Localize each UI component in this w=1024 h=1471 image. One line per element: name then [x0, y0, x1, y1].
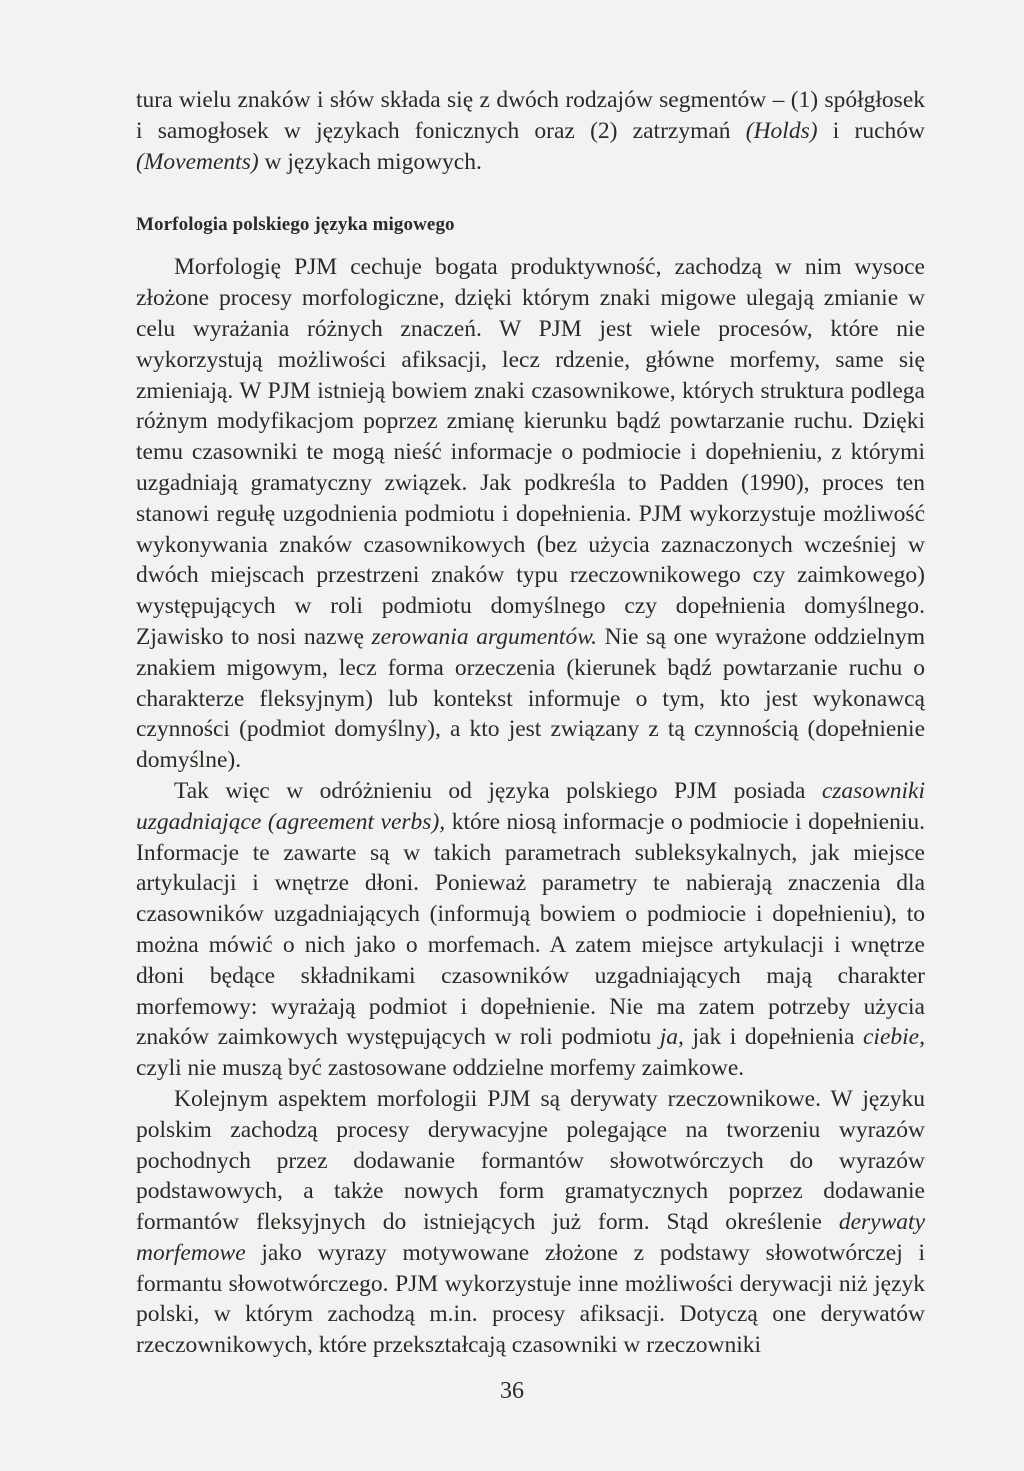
section-heading: Morfologia polskiego języka migowego — [136, 214, 455, 236]
intro-paragraph — [136, 85, 925, 177]
italic-term: ciebie, — [863, 1024, 925, 1051]
text-run: Tak więc w odróżnieniu od języka polskiego PJM posiada — [174, 777, 822, 804]
text-run: Nie są one wyrażone oddzielnym znakiem migowym, lecz forma orzeczenia (kierunek bądź powtarzanie ruchu o charakterze fleksyjnym) lub kontekst informuje o tym, kto jest wykonawcą czynności (podmiot domyślny), a kto jest związany z tą czynnością (dopełnienie domyślne). — [136, 623, 925, 774]
text-run: Morfologię PJM cechuje bogata produktywność, zachodzą w nim wysoce złożone procesy morfologiczne, dzięki którym znaki migowe ulegają zmianie w celu wyrażania różnych znaczeń. W PJM jest wiele procesów, które nie wykorzystują możliwości afiksacji, lecz rdzenie, główne morfemy, same się zmieniają. W PJM istnieją bowiem znaki czasownikowe, których struktura podlega różnym modyfikacjom poprzez zmianę kierunku bądź powtarzanie ruchu. Dzięki temu czasowniki te mogą nieść informacje o podmiocie i dopełnieniu, z którymi uzgadniają gramatyczny związek. Jak podkreśla to Padden (1990), proces ten stanowi regułę uzgodnienia podmiotu i dopełnienia. PJM wykorzystuje możliwość wykonywania znaków czasownikowych (bez użycia zaznaczonych wcześniej w dwóch miejscach przestrzeni znaków typu rzeczownikowego czy zaimkowego) występujących w roli podmiotu domyślnego czy dopełnienia domyślnego. Zjawisko to nosi nazwę — [136, 254, 925, 650]
body-paragraph-2 — [136, 776, 925, 1084]
text-run: w językach migowych. — [258, 148, 482, 175]
text-run: i ruchów — [817, 117, 925, 144]
italic-term: ja, — [659, 1024, 684, 1051]
italic-term: czasowniki uzgadniające (agreement verbs), — [136, 777, 925, 835]
italic-term: derywaty morfemowe — [136, 1209, 925, 1266]
italic-term: (Holds) — [745, 117, 818, 144]
italic-term: zerowania argumentów. — [371, 623, 597, 650]
text-run: jak i dopełnienia — [683, 1024, 863, 1051]
text-body — [136, 85, 925, 1361]
body-paragraph-1 — [136, 252, 925, 776]
text-run: tura wielu znaków i słów składa się z dwóch rodzajów segmentów – (1) spółgłosek i samogłosek w językach fonicznych oraz (2) zatrzymań — [136, 87, 925, 144]
text-run: jako wyrazy motywowane złożone z podstawy słowotwórczej i formantu słowotwórczego. PJM wykorzystuje inne możliwości derywacji niż język polski, w którym zachodzą m.in. procesy afiksacji. Dotyczą one derywatów rzeczownikowych, które przekształcają czasowniki w rzeczowniki — [136, 1239, 925, 1359]
body-paragraph-3 — [136, 1084, 925, 1361]
page-number: 36 — [500, 1378, 524, 1404]
text-run: które niosą informacje o podmiocie i dopełnieniu. Informacje te zawarte są w takich parametrach subleksykalnych, jak miejsce artykulacji i wnętrze dłoni. Ponieważ parametry te nabierają znaczenia dla czasowników uzgadniających (informują bowiem o podmiocie i dopełnieniu), to można mówić o nich jako o morfemach. A zatem miejsce artykulacji i wnętrze dłoni będące składnikami czasowników uzgadniających mają charakter morfemowy: wyrażają podmiot i dopełnienie. Nie ma zatem potrzeby użycia znaków zaimkowych występujących w roli podmiotu — [136, 808, 925, 1051]
text-run: Kolejnym aspektem morfologii PJM są derywaty rzeczownikowe. W języku polskim zachodzą procesy derywacyjne polegające na tworzeniu wyrazów pochodnych przez dodawanie formantów słowotwórczych do wyrazów podstawowych, a także nowych form gramatycznych poprzez dodawanie formantów fleksyjnych do istniejących już form. Stąd określenie — [136, 1085, 925, 1236]
text-run: czyli nie muszą być zastosowane oddzielne morfemy zaimkowe. — [136, 1055, 745, 1082]
italic-term: (Movements) — [136, 148, 259, 175]
